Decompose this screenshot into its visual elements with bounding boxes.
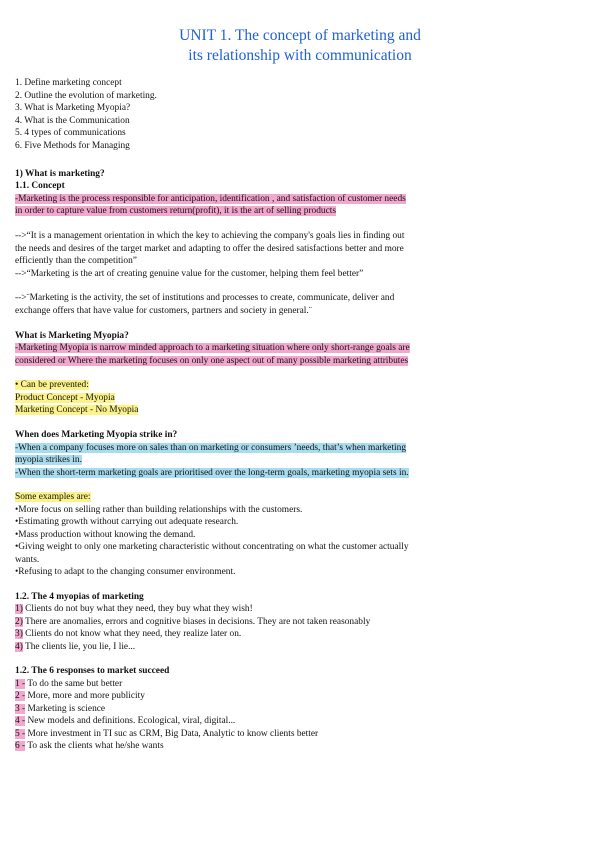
- quote-text: the needs and desires of the target market and adapting to offer the desired satisfactions better and more: [15, 244, 404, 254]
- list-number: 4): [15, 642, 23, 652]
- quote-text: -->¨Marketing is the activity, the set of institutions and processes to create, communicate, deliver and: [15, 293, 395, 303]
- list-item: [15, 715, 235, 727]
- toc-item: 1. Define marketing concept: [15, 78, 122, 88]
- example-item: •More focus on selling rather than building relationships with the customers.: [15, 505, 303, 515]
- toc-item: 4. What is the Communication: [15, 116, 130, 126]
- quote-text: -->“Marketing is the art of creating genuine value for the customer, helping them feel better”: [15, 269, 364, 279]
- list-number: 2 -: [15, 691, 26, 701]
- list-text: There are anomalies, errors and cognitive biases in decisions. They are not taken reasonably: [22, 617, 371, 627]
- list-text: Marketing is science: [25, 704, 106, 714]
- list-text: Clients do not know what they need, they realize later on.: [22, 629, 242, 639]
- toc-item: 2. Outline the evolution of marketing.: [15, 91, 157, 101]
- list-item: [15, 603, 253, 615]
- list-number: 2): [15, 617, 23, 627]
- unit-title-line-1: UNIT 1. The concept of marketing and: [179, 27, 421, 44]
- example-item: •Refusing to adapt to the changing consumer environment.: [15, 567, 236, 577]
- list-item: [15, 740, 164, 752]
- myopias-heading: 1.2. The 4 myopias of marketing: [15, 592, 144, 602]
- highlighted-definition: in order to capture value from customers return(profit), it is the art of selling products: [15, 206, 336, 216]
- list-item: [15, 703, 105, 715]
- example-item: •Mass production without knowing the demand.: [15, 530, 196, 540]
- list-number: 6 -: [15, 741, 26, 751]
- list-text: More, more and more publicity: [25, 691, 145, 701]
- strike-heading: When does Marketing Myopia strike in?: [15, 430, 178, 440]
- highlighted-note: • Can be prevented:: [15, 380, 89, 390]
- unit-title-line-2: its relationship with communication: [188, 47, 412, 64]
- list-item: [15, 690, 145, 702]
- list-text: To ask the clients what he/she wants: [25, 741, 164, 751]
- example-item: •Giving weight to only one marketing characteristic without concentrating on what the customer actually: [15, 542, 409, 552]
- highlighted-definition: -Marketing is the process responsible for anticipation, identification , and satisfaction of customer needs: [15, 194, 406, 204]
- example-item: wants.: [15, 555, 40, 565]
- highlighted-note: Marketing Concept - No Myopia: [15, 405, 139, 415]
- highlighted-definition: -Marketing Myopia is narrow minded approach to a marketing situation where only short-range goals are: [15, 343, 410, 353]
- highlighted-definition: considered or Where the marketing focuses on only one aspect out of many possible marketing attributes: [15, 356, 409, 366]
- list-text: Clients do not buy what they need, they buy what they wish!: [22, 604, 253, 614]
- list-item: [15, 728, 318, 740]
- list-item: [15, 641, 135, 653]
- list-number: 3 -: [15, 704, 26, 714]
- examples-heading: Some examples are:: [15, 492, 91, 502]
- example-item: •Estimating growth without carrying out adequate research.: [15, 517, 239, 527]
- list-text: To do the same but better: [25, 679, 123, 689]
- highlighted-text: myopia strikes in.: [15, 455, 82, 465]
- toc-item: 5. 4 types of communications: [15, 128, 126, 138]
- highlighted-text: -When a company focuses more on sales than on marketing or consumers ’needs, that’s when marketing: [15, 443, 407, 453]
- subsection-heading: 1.1. Concept: [15, 181, 65, 191]
- quote-text: -->“It is a management orientation in which the key to achieving the company's goals lies in finding out: [15, 231, 405, 241]
- list-text: New models and definitions. Ecological, viral, digital...: [25, 716, 236, 726]
- toc-item: 3. What is Marketing Myopia?: [15, 103, 131, 113]
- toc-item: 6. Five Methods for Managing: [15, 141, 130, 151]
- section-heading: 1) What is marketing?: [15, 169, 105, 179]
- list-text: The clients lie, you lie, I lie...: [22, 642, 136, 652]
- list-item: [15, 628, 241, 640]
- list-item: [15, 678, 122, 690]
- myopia-heading: What is Marketing Myopia?: [15, 331, 129, 341]
- list-number: 3): [15, 629, 23, 639]
- list-number: 4 -: [15, 716, 26, 726]
- quote-text: efficiently than the competition”: [15, 256, 137, 266]
- list-number: 1): [15, 604, 23, 614]
- highlighted-text: -When the short-term marketing goals are prioritised over the long-term goals, marketing myopia sets in.: [15, 468, 409, 478]
- list-text: More investment in TI suc as CRM, Big Data, Analytic to know clients better: [25, 729, 319, 739]
- list-item: [15, 616, 370, 628]
- list-number: 1 -: [15, 679, 26, 689]
- quote-text: exchange offers that have value for customers, partners and society in general.¨: [15, 306, 312, 316]
- highlighted-note: Product Concept - Myopia: [15, 393, 115, 403]
- responses-heading: 1.2. The 6 responses to market succeed: [15, 666, 170, 676]
- list-number: 5 -: [15, 729, 26, 739]
